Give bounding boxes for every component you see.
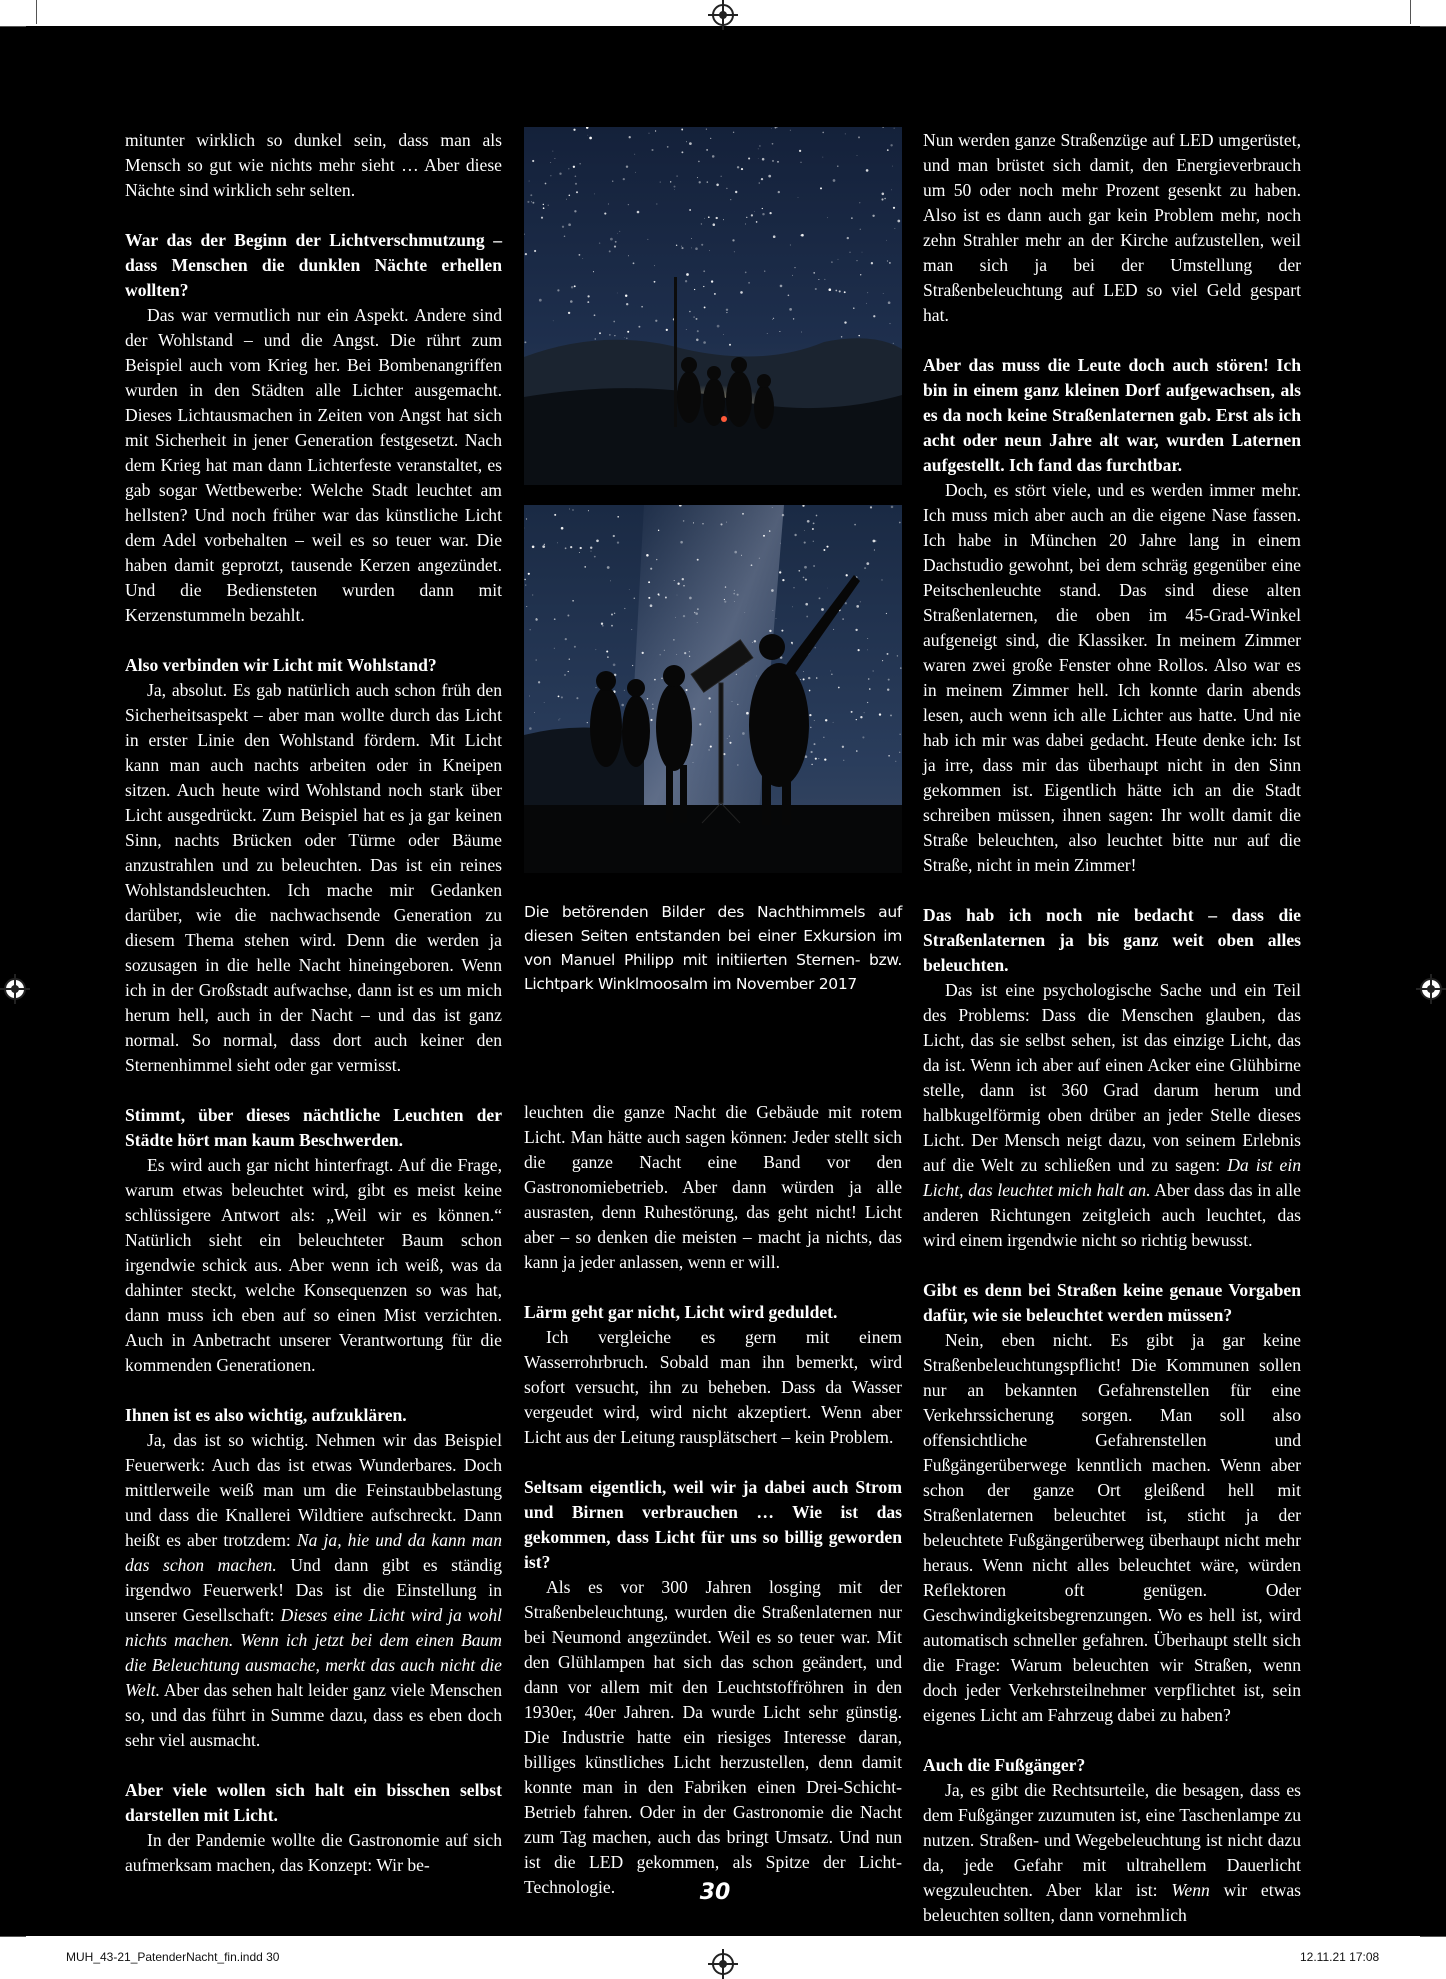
paragraph: Ja, das ist so wichtig. Nehmen wir das Beispiel Feuerwerk: Auch das ist etwas Wunderbares. Doch mittlerweile weiß man um die Feinstaubbelastung und dass die Knallerei Wildtiere aufschreckt. Dann heißt es aber trotzdem: Na ja, hie und da kann man das schon machen. Und dann gibt es ständig irgendwo Feuerwerk! Das ist die Einstellung in unserer Gesellschaft: Dieses eine Licht wird ja wohl nichts machen. Wenn ich jetzt bei dem einen Baum die Beleuchtung ausmache, merkt das auch nicht die Welt. Aber das sehen halt leider ganz viele Menschen so, und das führt in Summe dazu, dass es eben doch sehr viel ausmacht. <box>125 1428 502 1753</box>
interview-question: Das hab ich noch nie bedacht – dass die Straßenlaternen ja bis ganz weit oben alles beleuchten. <box>923 903 1301 978</box>
crop-mark <box>0 26 26 27</box>
crop-mark <box>1410 0 1411 24</box>
crop-mark <box>1420 26 1446 27</box>
text-column-left <box>125 128 502 1878</box>
interview-question: Seltsam eigentlich, weil wir ja dabei auch Strom und Birnen verbrauchen … Wie ist das gekommen, dass Licht für uns so billig geworden ist? <box>524 1475 902 1575</box>
paragraph: Ich vergleiche es gern mit einem Wasserrohrbruch. Sobald man ihn bemerkt, wird sofort versucht, ihn zu beheben. Dass da Wasser vergeudet wird, wird nicht akzeptiert. Wenn aber Licht aus der Leitung rausplätschert – kein Problem. <box>524 1325 902 1450</box>
crop-mark <box>1420 1936 1446 1937</box>
interview-question: Ihnen ist es also wichtig, aufzuklären. <box>125 1403 502 1428</box>
interview-question: Aber das muss die Leute doch auch stören! Ich bin in einem ganz kleinen Dorf aufgewachsen, als es da noch keine Straßenlaternen gab. Erst als ich acht oder neun Jahre alt war, wurden Laternen aufgestellt. Ich fand das furchtbar. <box>923 353 1301 478</box>
interview-question: Aber viele wollen sich halt ein bisschen selbst darstellen mit Licht. <box>125 1778 502 1828</box>
crop-mark <box>36 0 37 24</box>
paragraph: Ja, es gibt die Rechtsurteile, die besagen, dass es dem Fußgänger zuzumuten ist, eine Taschenlampe zu nutzen. Straßen- und Wegebeleuchtung ist nicht dazu da, jede Gefahr mit ultrahellem Dauerlicht wegzuleuchten. Aber klar ist: Wenn wir etwas beleuchten sollten, dann vornehmlich <box>923 1778 1301 1928</box>
interview-question: Also verbinden wir Licht mit Wohlstand? <box>125 653 502 678</box>
paragraph: Das war vermutlich nur ein Aspekt. Andere sind der Wohlstand – und die Angst. Die rührt zum Beispiel auch vom Krieg her. Bei Bombenangriffen wurden in den Städten alle Lichter ausgemacht. Dieses Lichtausmachen in Zeiten von Angst hat sich mit Sicherheit in jener Generation festgesetzt. Nach dem Krieg hat man dann Lichterfeste veranstaltet, es gab sogar Wettbewerbe: Welche Stadt leuchtet am hellsten? Und noch früher war das künstliche Licht dem Adel vorbehalten – weil es so teuer war. Die haben damit geprotzt, tausende Kerzen angezündet. Und die Bediensteten wurden dann mit Kerzenstummeln bezahlt. <box>125 303 502 628</box>
interview-question: Lärm geht gar nicht, Licht wird geduldet. <box>524 1300 902 1325</box>
registration-mark-icon <box>712 1953 734 1975</box>
telescope-photo <box>524 505 902 873</box>
interview-question: Auch die Fußgänger? <box>923 1753 1301 1778</box>
registration-mark-icon <box>712 4 734 26</box>
photo-caption: Die betörenden Bilder des Nachthimmels auf diesen Seiten entstanden bei einer Exkursion im von Manuel Philipp mit initiierten Sternen- bzw. Lichtpark Winklmoosalm im November 2017 <box>524 900 902 996</box>
paragraph: Das ist eine psychologische Sache und ein Teil des Problems: Dass die Menschen glauben, das Licht, das sie selbst sehen, ist das einzige Licht, das da ist. Wenn ich aber auf einen Acker eine Glühbirne stelle, dann ist 360 Grad darum herum und halbkugelförmig oben drüber an jeder Stelle dieses Licht. Der Mensch neigt dazu, von seinem Erlebnis auf die Welt zu schließen und zu sagen: Da ist ein Licht, das leuchtet mich halt an. Aber dass das in alle anderen Richtungen zeitgleich auch leuchtet, das wird einem irgendwie nicht so richtig bewusst. <box>923 978 1301 1253</box>
night-sky-photo <box>524 127 902 485</box>
paragraph: Nein, eben nicht. Es gibt ja gar keine Straßenbeleuchtungspflicht! Die Kommunen sollen nur an bekannten Gefahrenstellen für eine Verkehrssicherung sorgen. Man soll also offensichtliche Gefahrenstellen und Fußgängerüberwege kenntlich machen. Wenn aber schon der ganze Ort gleißend hell mit Straßenlaternen beleuchtet ist, sticht ja der beleuchtete Fußgängerüberweg überhaupt nicht mehr heraus. Wenn nicht alles beleuchtet wäre, würden Reflektoren oft genügen. Oder Geschwindigkeitsbegrenzungen. Wo es hell ist, wird automatisch schneller gefahren. Überhaupt stellt sich die Frage: Warum beleuchten wir Straßen, wenn doch jeder Verkehrsteilnehmer verpflichtet ist, sein eigenes Licht am Fahrzeug dabei zu haben? <box>923 1328 1301 1728</box>
paragraph: leuchten die ganze Nacht die Gebäude mit rotem Licht. Man hätte auch sagen können: Jeder stellt sich die ganze Nacht eine Band vor den Gastronomiebetrieb. Aber dann würden ja alle ausrasten, denn Ruhestörung, das geht nicht! Licht aber – so denken die meisten – macht ja nichts, das kann ja jeder anlassen, wenn er will. <box>524 1100 902 1275</box>
paragraph: In der Pandemie wollte die Gastronomie auf sich aufmerksam machen, das Konzept: Wir be- <box>125 1828 502 1878</box>
paragraph: Ja, absolut. Es gab natürlich auch schon früh den Sicherheitsaspekt – aber man wollte durch das Licht in erster Linie den Wohlstand fördern. Mit Licht kann man auch nachts arbeiten oder in Kneipen sitzen. Auch heute wird Wohlstand noch stark über Licht ausgedrückt. Zum Beispiel hat es ja gar keinen Sinn, nachts Brücken oder Türme oder Bäume anzustrahlen und zu beleuchten. Das ist ein reines Wohlstandsleuchten. Ich mache mir Gedanken darüber, wie die nachwachsende Generation zu diesem Thema stehen wird. Denn die werden ja sozusagen in die helle Nacht hineingeboren. Wenn ich in der Großstadt aufwachse, dann ist es um mich herum hell, auch in der Nacht – und das ist ganz normal. So normal, dass dort auch keiner den Sternenhimmel sieht oder gar vermisst. <box>125 678 502 1078</box>
registration-mark-icon <box>4 978 26 1000</box>
date-slug: 12.11.21 17:08 <box>1300 1950 1379 1964</box>
paragraph: Doch, es stört viele, und es werden immer mehr. Ich muss mich aber auch an die eigene Nase fassen. Ich habe in München 20 Jahre lang in einem Dachstudio gewohnt, bei dem schräg gegenüber eine Peitschenleuchte stand. Das sind diese alten Straßenlaternen, die oben im 45-Grad-Winkel aufgeneigt sind, die Klassiker. In meinem Zimmer waren zwei große Fenster ohne Rollos. Also war es in meinem Zimmer hell. Ich konnte darin abends lesen, auch wenn ich alle Lichter aus hatte. Und nie hab ich mir was dabei gedacht. Heute denke ich: Ist ja irre, dass mir das überhaupt nicht in den Sinn gekommen ist. Eigentlich hätte ich an die Stadt schreiben müssen, ihnen sagen: Ihr wollt damit die Straße beleuchten, also leuchtet bitte nur auf die Straße, nicht in mein Zimmer! <box>923 478 1301 878</box>
registration-mark-icon <box>1420 978 1442 1000</box>
interview-question: War das der Beginn der Lichtverschmutzung – dass Menschen die dunklen Nächte erhellen wollten? <box>125 228 502 303</box>
paragraph: mitunter wirklich so dunkel sein, dass man als Mensch so gut wie nichts mehr sieht … Aber diese Nächte sind wirklich sehr selten. <box>125 128 502 203</box>
interview-question: Stimmt, über dieses nächtliche Leuchten der Städte hört man kaum Beschwerden. <box>125 1103 502 1153</box>
paragraph: Als es vor 300 Jahren losging mit der Straßenbeleuchtung, wurden die Straßenlaternen nur bei Neumond angezündet. Weil es so teuer war. Mit den Glühlampen hat sich das schon geändert, und dann vor allem mit den Leuchtstoffröhren in den 1930er, 40er Jahren. Da wurde Licht sehr günstig. Die Industrie hatte ein riesiges Interesse daran, billiges künstliches Licht herzustellen, denn damit konnte man in den Fabriken einen Drei-Schicht-Betrieb fahren. Oder in der Gastronomie die Nacht zum Tag machen, auch das bringt Umsatz. Und nun ist die LED gekommen, als Spitze der Licht-Technologie. <box>524 1575 902 1900</box>
paragraph: Es wird auch gar nicht hinterfragt. Auf die Frage, warum etwas beleuchtet wird, gibt es meist keine schlüssigere Antwort als: „Weil wir es können.“ Natürlich sieht ein beleuchteter Baum schon irgendwie schick aus. Aber wenn ich weiß, was da dahinter steckt, welche Konsequenzen so was hat, dann muss ich eben auf so einen Mist verzichten. Auch in Anbetracht unserer Verantwortung für die kommenden Generationen. <box>125 1153 502 1378</box>
paragraph: Nun werden ganze Straßenzüge auf LED umgerüstet, und man brüstet sich damit, den Energieverbrauch um 50 oder noch mehr Prozent gesenkt zu haben. Also ist es dann auch gar kein Problem mehr, noch zehn Strahler mehr an der Kirche aufzustellen, weil man sich ja bei der Umstellung der Straßenbeleuchtung auf LED so viel Geld gespart hat. <box>923 128 1301 328</box>
page-number: 30 <box>690 1880 740 1905</box>
text-column-right <box>923 128 1301 1928</box>
interview-question: Gibt es denn bei Straßen keine genaue Vorgaben dafür, wie sie beleuchtet werden müssen? <box>923 1278 1301 1328</box>
text-column-middle <box>524 1100 902 1900</box>
file-slug: MUH_43-21_PatenderNacht_fin.indd 30 <box>66 1950 279 1964</box>
crop-mark <box>0 1936 26 1937</box>
